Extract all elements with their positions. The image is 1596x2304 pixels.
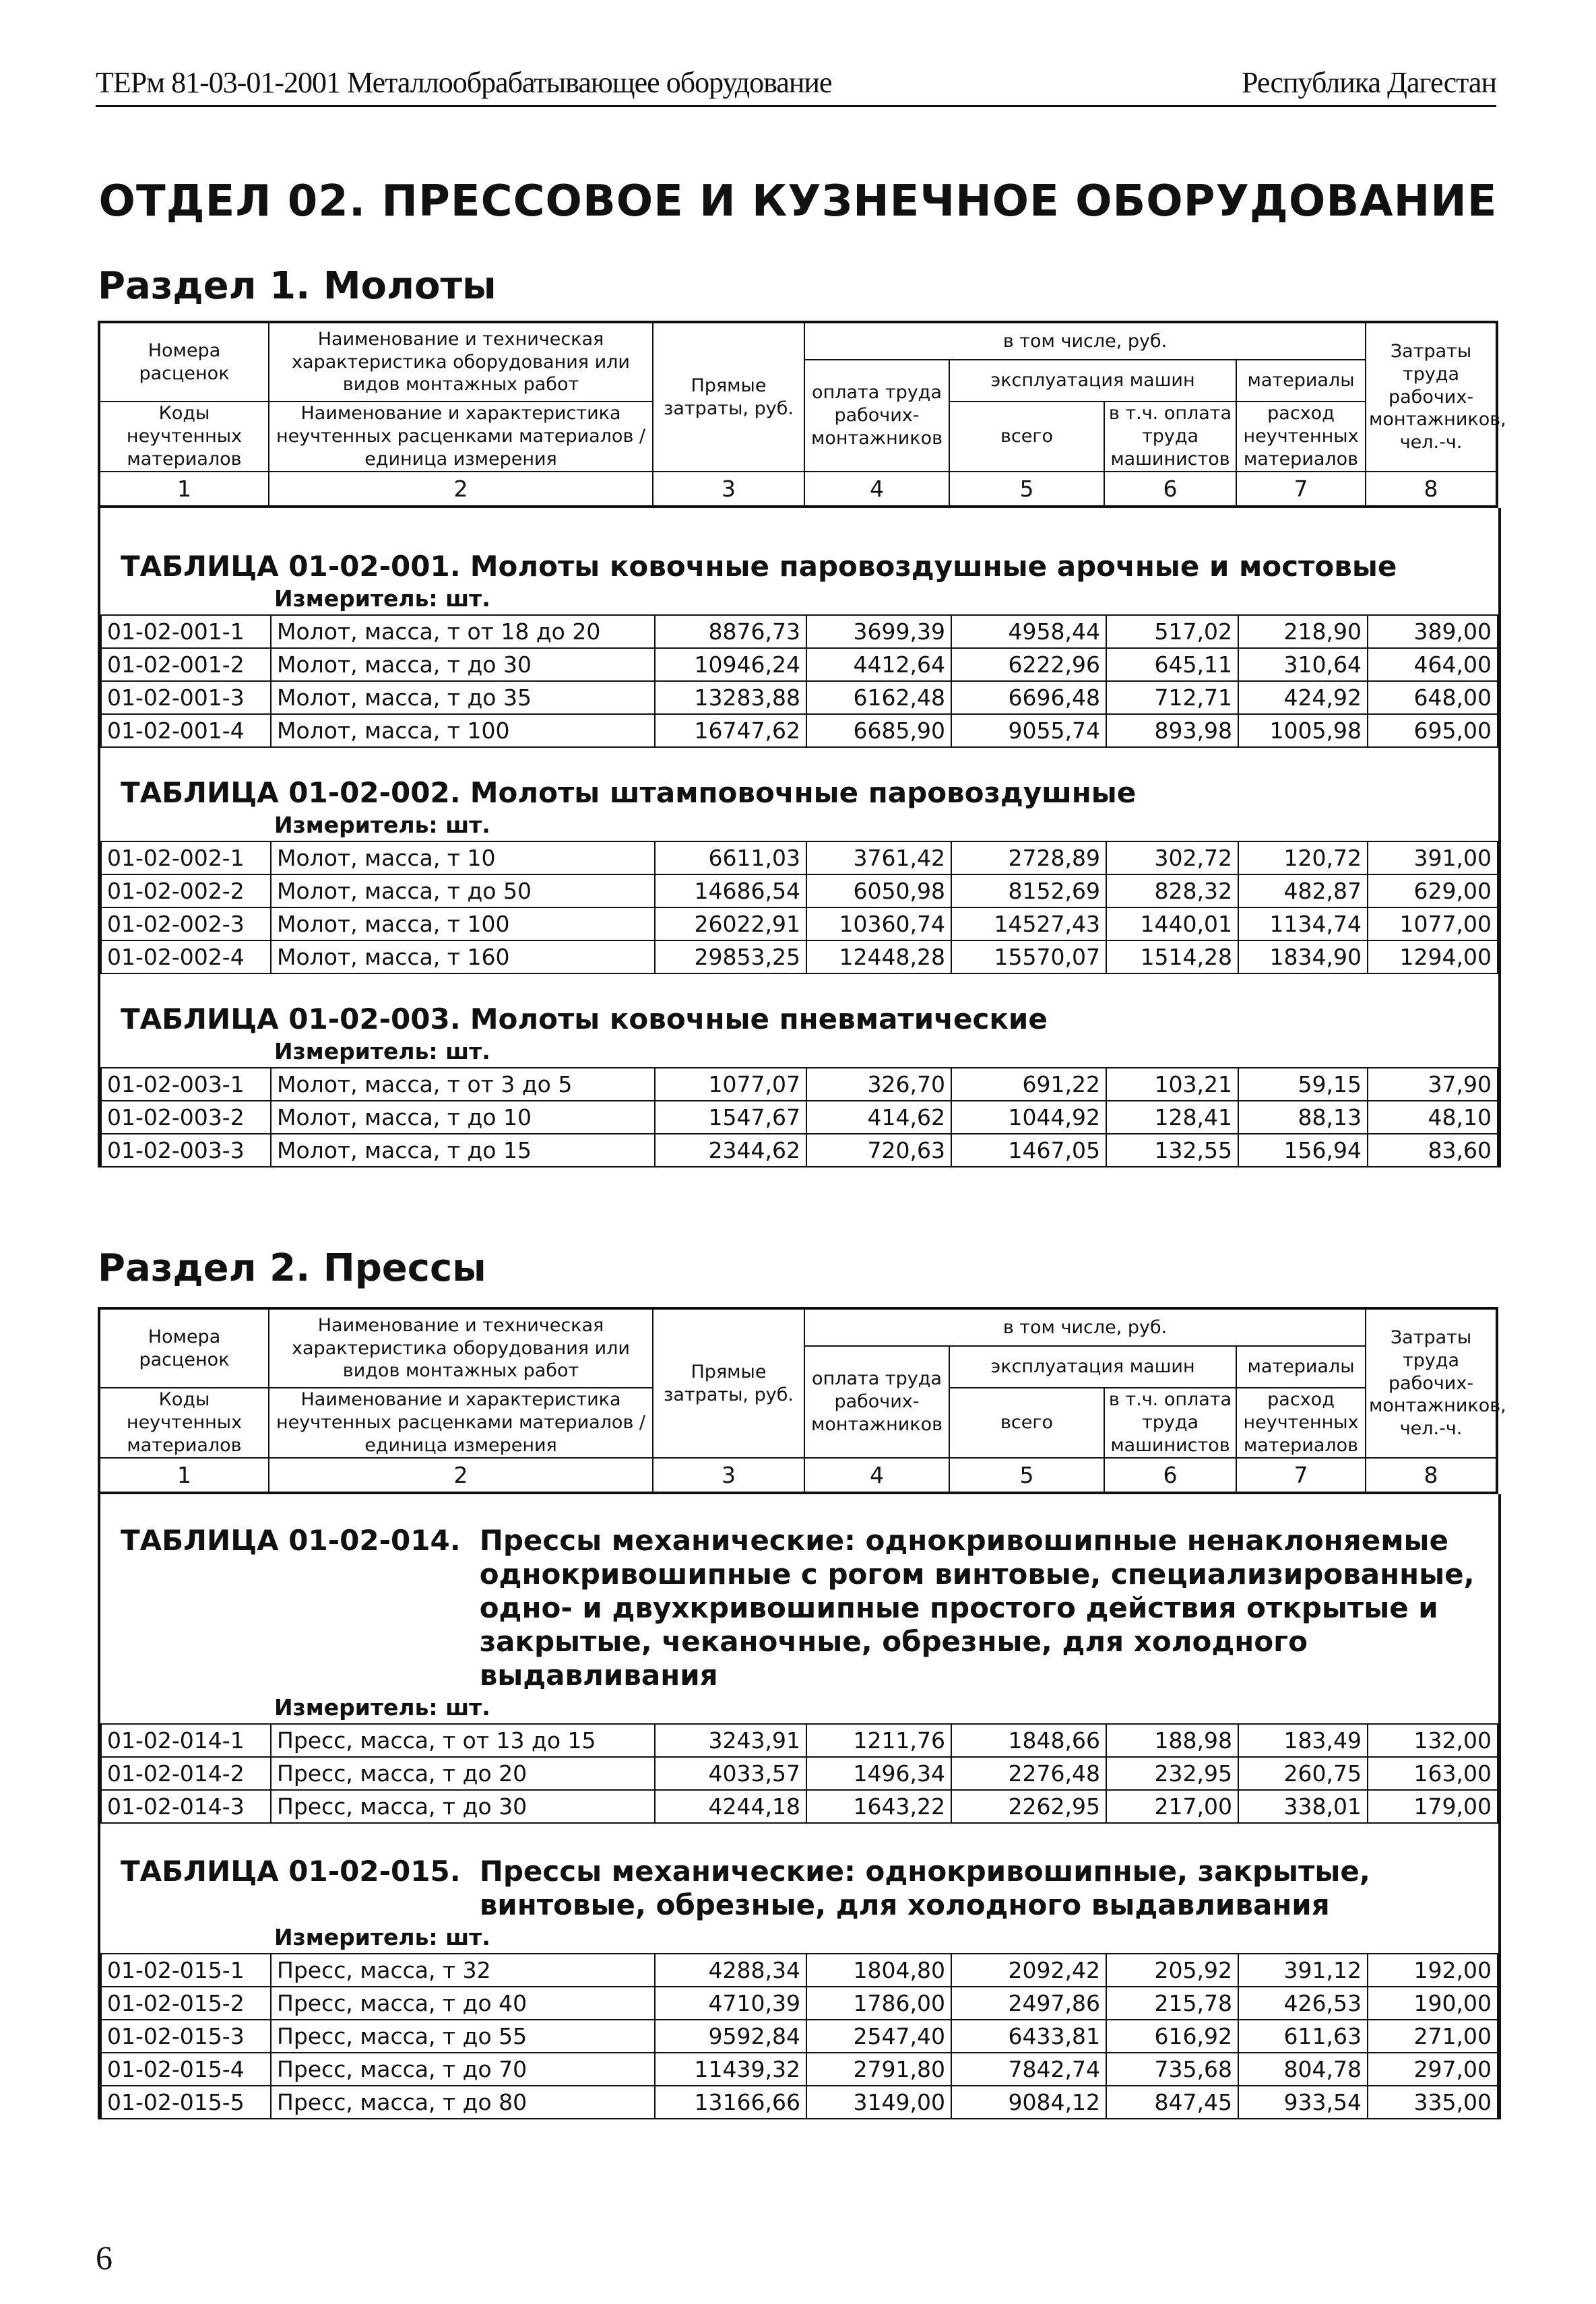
materials: 156,94 [1238, 1134, 1368, 1167]
section-title: Раздел 1. Молоты [98, 264, 497, 308]
column-number: 1 [99, 1458, 269, 1493]
materials: 310,64 [1238, 648, 1368, 681]
labor-hours: 1077,00 [1368, 907, 1498, 940]
labor-pay: 10360,74 [806, 907, 951, 940]
machinist-pay: 893,98 [1106, 714, 1238, 747]
column-number: 1 [99, 472, 269, 507]
table-row [101, 940, 1498, 973]
rate-name: Молот, масса, т от 3 до 5 [271, 1068, 655, 1101]
labor-hours: 629,00 [1368, 874, 1498, 907]
column-header-table [98, 321, 1506, 508]
rate-name: Молот, масса, т 10 [271, 841, 655, 874]
labor-hours: 648,00 [1368, 681, 1498, 714]
machines-total: 1044,92 [951, 1101, 1106, 1134]
rate-name: Молот, масса, т 100 [271, 714, 655, 747]
labor-pay: 1643,22 [806, 1790, 951, 1823]
direct-costs: 3243,91 [655, 1724, 806, 1757]
labor-pay: 12448,28 [806, 940, 951, 973]
header-col3: Прямые затраты, руб. [653, 322, 804, 472]
machinist-pay: 645,11 [1106, 648, 1238, 681]
header-col1-bottom: Коды неучтенных материалов [99, 402, 269, 472]
rate-code: 01-02-015-4 [101, 2053, 271, 2086]
rate-code: 01-02-014-2 [101, 1757, 271, 1790]
table-row [101, 1101, 1498, 1134]
rate-code: 01-02-001-4 [101, 714, 271, 747]
materials: 804,78 [1238, 2053, 1368, 2086]
column-number: 3 [653, 472, 804, 507]
table-label: ТАБЛИЦА 01-02-001. [121, 550, 461, 583]
labor-hours: 335,00 [1368, 2086, 1498, 2119]
table-label: ТАБЛИЦА 01-02-015. [121, 1855, 461, 1888]
rate-code: 01-02-002-3 [101, 907, 271, 940]
machines-total: 691,22 [951, 1068, 1106, 1101]
machinist-pay: 232,95 [1106, 1757, 1238, 1790]
materials: 426,53 [1238, 1987, 1368, 2020]
unit-of-measure: Измеритель: шт. [274, 1694, 490, 1721]
column-number: 4 [804, 1458, 949, 1493]
rate-name: Пресс, масса, т до 55 [271, 2020, 655, 2053]
direct-costs: 4288,34 [655, 1954, 806, 1987]
header-col2-top: Наименование и техническая характеристика оборудования или видов монтажных работ [269, 1308, 653, 1388]
rate-name: Пресс, масса, т до 30 [271, 1790, 655, 1823]
labor-pay: 2547,40 [806, 2020, 951, 2053]
header-right: Республика Дагестан [1241, 66, 1496, 99]
rate-name: Молот, масса, т 100 [271, 907, 655, 940]
table-row [101, 1134, 1498, 1167]
materials: 88,13 [1238, 1101, 1368, 1134]
labor-hours: 37,90 [1368, 1068, 1498, 1101]
labor-pay: 3761,42 [806, 841, 951, 874]
header-col3: Прямые затраты, руб. [653, 1308, 804, 1458]
rate-code: 01-02-001-1 [101, 615, 271, 648]
machines-total: 1467,05 [951, 1134, 1106, 1167]
machinist-pay: 1514,28 [1106, 940, 1238, 973]
header-group-materials: материалы [1236, 360, 1366, 402]
machinist-pay: 616,92 [1106, 2020, 1238, 2053]
table-row [101, 681, 1498, 714]
rate-name: Молот, масса, т до 50 [271, 874, 655, 907]
labor-pay: 1211,76 [806, 1724, 951, 1757]
header-col4: оплата труда рабочих-монтажников [804, 1346, 949, 1458]
table-title: Прессы механические: однокривошипные, закрытые, винтовые, обрезные, для холодного выдавливания [479, 1855, 1370, 1921]
direct-costs: 8876,73 [655, 615, 806, 648]
table-row [101, 1757, 1498, 1790]
table-title: Молоты ковочные пневматические [470, 1002, 1048, 1035]
rate-name: Молот, масса, т 160 [271, 940, 655, 973]
labor-hours: 297,00 [1368, 2053, 1498, 2086]
header-col7: расход неучтенных материалов [1236, 402, 1366, 472]
running-header [96, 53, 1496, 107]
table-row [101, 1068, 1498, 1101]
machinist-pay: 132,55 [1106, 1134, 1238, 1167]
header-col1-top: Номера расценок [99, 1308, 269, 1388]
direct-costs: 2344,62 [655, 1134, 806, 1167]
table-row [101, 615, 1498, 648]
labor-hours: 192,00 [1368, 1954, 1498, 1987]
header-col2-top: Наименование и техническая характеристика оборудования или видов монтажных работ [269, 322, 653, 402]
column-number: 2 [269, 472, 653, 507]
header-left: ТЕРм 81-03-01-2001 Металлообрабатывающее оборудование [96, 66, 832, 99]
rate-code: 01-02-003-1 [101, 1068, 271, 1101]
price-table [100, 1723, 1498, 1824]
header-col5: всего [949, 402, 1104, 472]
table-row [101, 2086, 1498, 2119]
column-number: 5 [949, 1458, 1104, 1493]
direct-costs: 9592,84 [655, 2020, 806, 2053]
materials: 1134,74 [1238, 907, 1368, 940]
table-title: Молоты штамповочные паровоздушные [470, 776, 1137, 809]
rate-code: 01-02-014-1 [101, 1724, 271, 1757]
unit-of-measure: Измеритель: шт. [274, 1924, 490, 1950]
header-col2-bottom: Наименование и характеристика неучтенных расценками материалов / единица измерения [269, 1388, 653, 1458]
machinist-pay: 205,92 [1106, 1954, 1238, 1987]
table-caption [100, 776, 1498, 810]
rate-code: 01-02-015-3 [101, 2020, 271, 2053]
rate-code: 01-02-015-1 [101, 1954, 271, 1987]
column-header-table [98, 1307, 1506, 1494]
labor-pay: 4412,64 [806, 648, 951, 681]
header-col8: Затраты труда рабочих-монтажников, чел.-ч. [1366, 1308, 1497, 1458]
machines-total: 9055,74 [951, 714, 1106, 747]
rate-code: 01-02-002-2 [101, 874, 271, 907]
column-number: 4 [804, 472, 949, 507]
machinist-pay: 128,41 [1106, 1101, 1238, 1134]
machines-total: 8152,69 [951, 874, 1106, 907]
header-group-materials: материалы [1236, 1346, 1366, 1388]
section-2-body [98, 1494, 1501, 2119]
materials: 183,49 [1238, 1724, 1368, 1757]
direct-costs: 13166,66 [655, 2086, 806, 2119]
rate-name: Пресс, масса, т до 80 [271, 2086, 655, 2119]
table-row [101, 2020, 1498, 2053]
labor-hours: 1294,00 [1368, 940, 1498, 973]
materials: 424,92 [1238, 681, 1368, 714]
table-caption [100, 1524, 1498, 1692]
labor-hours: 389,00 [1368, 615, 1498, 648]
machinist-pay: 735,68 [1106, 2053, 1238, 2086]
rate-name: Пресс, масса, т до 20 [271, 1757, 655, 1790]
header-col1-top: Номера расценок [99, 322, 269, 402]
header-group-including: в том числе, руб. [804, 1308, 1366, 1346]
table-row [101, 648, 1498, 681]
machines-total: 2497,86 [951, 1987, 1106, 2020]
table-row [101, 1954, 1498, 1987]
header-group-including: в том числе, руб. [804, 322, 1366, 360]
machines-total: 2262,95 [951, 1790, 1106, 1823]
labor-pay: 1496,34 [806, 1757, 951, 1790]
direct-costs: 1077,07 [655, 1068, 806, 1101]
machines-total: 15570,07 [951, 940, 1106, 973]
machines-total: 2728,89 [951, 841, 1106, 874]
rate-name: Пресс, масса, т до 70 [271, 2053, 655, 2086]
labor-pay: 2791,80 [806, 2053, 951, 2086]
labor-hours: 163,00 [1368, 1757, 1498, 1790]
labor-pay: 3149,00 [806, 2086, 951, 2119]
table-row [101, 1790, 1498, 1823]
section-title: Раздел 2. Прессы [98, 1246, 486, 1290]
machines-total: 14527,43 [951, 907, 1106, 940]
header-col5: всего [949, 1388, 1104, 1458]
materials: 338,01 [1238, 1790, 1368, 1823]
machinist-pay: 217,00 [1106, 1790, 1238, 1823]
direct-costs: 26022,91 [655, 907, 806, 940]
table-label: ТАБЛИЦА 01-02-003. [121, 1002, 461, 1035]
price-table [100, 841, 1498, 974]
labor-hours: 695,00 [1368, 714, 1498, 747]
table-label: ТАБЛИЦА 01-02-014. [121, 1524, 461, 1557]
header-group-machines: эксплуатация машин [949, 360, 1236, 402]
labor-pay: 6050,98 [806, 874, 951, 907]
machinist-pay: 828,32 [1106, 874, 1238, 907]
unit-of-measure: Измеритель: шт. [274, 1038, 490, 1064]
materials: 1005,98 [1238, 714, 1368, 747]
labor-hours: 48,10 [1368, 1101, 1498, 1134]
materials: 933,54 [1238, 2086, 1368, 2119]
materials: 1834,90 [1238, 940, 1368, 973]
materials: 482,87 [1238, 874, 1368, 907]
unit-of-measure: Измеритель: шт. [274, 585, 490, 612]
direct-costs: 14686,54 [655, 874, 806, 907]
machines-total: 7842,74 [951, 2053, 1106, 2086]
price-table [100, 1953, 1498, 2119]
column-number: 8 [1366, 472, 1497, 507]
table-title: Прессы механические: однокривошипные ненаклоняемые однокривошипные с рогом винтовые, специализированные, одно- и двухкривошипные простого действия открытые и закрытые, чеканочные, обрезные, для холодного выдавливания [479, 1524, 1475, 1692]
rate-name: Молот, масса, т до 35 [271, 681, 655, 714]
table-row [101, 907, 1498, 940]
labor-hours: 391,00 [1368, 841, 1498, 874]
labor-pay: 414,62 [806, 1101, 951, 1134]
rate-code: 01-02-015-2 [101, 1987, 271, 2020]
rate-name: Пресс, масса, т до 40 [271, 1987, 655, 2020]
materials: 260,75 [1238, 1757, 1368, 1790]
header-col8: Затраты труда рабочих-монтажников, чел.-ч. [1366, 322, 1497, 472]
labor-hours: 271,00 [1368, 2020, 1498, 2053]
rate-name: Молот, масса, т до 15 [271, 1134, 655, 1167]
column-number: 8 [1366, 1458, 1497, 1493]
table-row [101, 1987, 1498, 2020]
rate-code: 01-02-002-1 [101, 841, 271, 874]
header-group-machines: эксплуатация машин [949, 1346, 1236, 1388]
rate-name: Молот, масса, т до 10 [271, 1101, 655, 1134]
direct-costs: 11439,32 [655, 2053, 806, 2086]
rate-code: 01-02-015-5 [101, 2086, 271, 2119]
table-title: Молоты ковочные паровоздушные арочные и мостовые [470, 550, 1397, 583]
table-label: ТАБЛИЦА 01-02-002. [121, 776, 461, 809]
materials: 611,63 [1238, 2020, 1368, 2053]
machinist-pay: 103,21 [1106, 1068, 1238, 1101]
direct-costs: 29853,25 [655, 940, 806, 973]
materials: 120,72 [1238, 841, 1368, 874]
rate-name: Пресс, масса, т от 13 до 15 [271, 1724, 655, 1757]
table-row [101, 714, 1498, 747]
labor-pay: 1804,80 [806, 1954, 951, 1987]
header-col6: в т.ч. оплата труда машинистов [1104, 402, 1236, 472]
rate-code: 01-02-001-3 [101, 681, 271, 714]
labor-pay: 720,63 [806, 1134, 951, 1167]
machinist-pay: 517,02 [1106, 615, 1238, 648]
materials: 391,12 [1238, 1954, 1368, 1987]
labor-pay: 1786,00 [806, 1987, 951, 2020]
column-number: 3 [653, 1458, 804, 1493]
labor-hours: 83,60 [1368, 1134, 1498, 1167]
rate-name: Молот, масса, т от 18 до 20 [271, 615, 655, 648]
direct-costs: 13283,88 [655, 681, 806, 714]
table-row [101, 1724, 1498, 1757]
column-number: 6 [1104, 1458, 1236, 1493]
machinist-pay: 302,72 [1106, 841, 1238, 874]
machines-total: 1848,66 [951, 1724, 1106, 1757]
header-col1-bottom: Коды неучтенных материалов [99, 1388, 269, 1458]
rate-code: 01-02-003-2 [101, 1101, 271, 1134]
column-number: 2 [269, 1458, 653, 1493]
price-table [100, 1067, 1498, 1167]
rate-code: 01-02-003-3 [101, 1134, 271, 1167]
rate-name: Молот, масса, т до 30 [271, 648, 655, 681]
materials: 59,15 [1238, 1068, 1368, 1101]
department-title: ОТДЕЛ 02. ПРЕССОВОЕ И КУЗНЕЧНОЕ ОБОРУДОВАНИЕ [98, 177, 1498, 226]
header-col6: в т.ч. оплата труда машинистов [1104, 1388, 1236, 1458]
column-number: 7 [1236, 1458, 1366, 1493]
labor-pay: 326,70 [806, 1068, 951, 1101]
labor-pay: 6162,48 [806, 681, 951, 714]
rate-name: Пресс, масса, т 32 [271, 1954, 655, 1987]
machines-total: 6433,81 [951, 2020, 1106, 2053]
rate-code: 01-02-014-3 [101, 1790, 271, 1823]
labor-hours: 464,00 [1368, 648, 1498, 681]
column-number: 7 [1236, 472, 1366, 507]
labor-hours: 190,00 [1368, 1987, 1498, 2020]
section-1-body [98, 508, 1501, 1167]
machinist-pay: 215,78 [1106, 1987, 1238, 2020]
rate-code: 01-02-001-2 [101, 648, 271, 681]
table-row [101, 2053, 1498, 2086]
materials: 218,90 [1238, 615, 1368, 648]
direct-costs: 1547,67 [655, 1101, 806, 1134]
machinist-pay: 1440,01 [1106, 907, 1238, 940]
table-caption [100, 1855, 1498, 1922]
column-number: 5 [949, 472, 1104, 507]
labor-pay: 3699,39 [806, 615, 951, 648]
direct-costs: 16747,62 [655, 714, 806, 747]
direct-costs: 4710,39 [655, 1987, 806, 2020]
direct-costs: 6611,03 [655, 841, 806, 874]
machinist-pay: 188,98 [1106, 1724, 1238, 1757]
page-number: 6 [96, 2239, 113, 2276]
price-table [100, 614, 1498, 748]
labor-hours: 132,00 [1368, 1724, 1498, 1757]
machines-total: 6696,48 [951, 681, 1106, 714]
machines-total: 6222,96 [951, 648, 1106, 681]
machines-total: 2092,42 [951, 1954, 1106, 1987]
table-row [101, 874, 1498, 907]
direct-costs: 10946,24 [655, 648, 806, 681]
header-col4: оплата труда рабочих-монтажников [804, 360, 949, 472]
direct-costs: 4033,57 [655, 1757, 806, 1790]
machines-total: 9084,12 [951, 2086, 1106, 2119]
unit-of-measure: Измеритель: шт. [274, 812, 490, 838]
rate-code: 01-02-002-4 [101, 940, 271, 973]
header-col7: расход неучтенных материалов [1236, 1388, 1366, 1458]
table-caption [100, 550, 1498, 583]
labor-hours: 179,00 [1368, 1790, 1498, 1823]
machines-total: 2276,48 [951, 1757, 1106, 1790]
column-number: 6 [1104, 472, 1236, 507]
machinist-pay: 712,71 [1106, 681, 1238, 714]
direct-costs: 4244,18 [655, 1790, 806, 1823]
machines-total: 4958,44 [951, 615, 1106, 648]
machinist-pay: 847,45 [1106, 2086, 1238, 2119]
labor-pay: 6685,90 [806, 714, 951, 747]
header-col2-bottom: Наименование и характеристика неучтенных расценками материалов / единица измерения [269, 402, 653, 472]
table-row [101, 841, 1498, 874]
table-caption [100, 1002, 1498, 1036]
